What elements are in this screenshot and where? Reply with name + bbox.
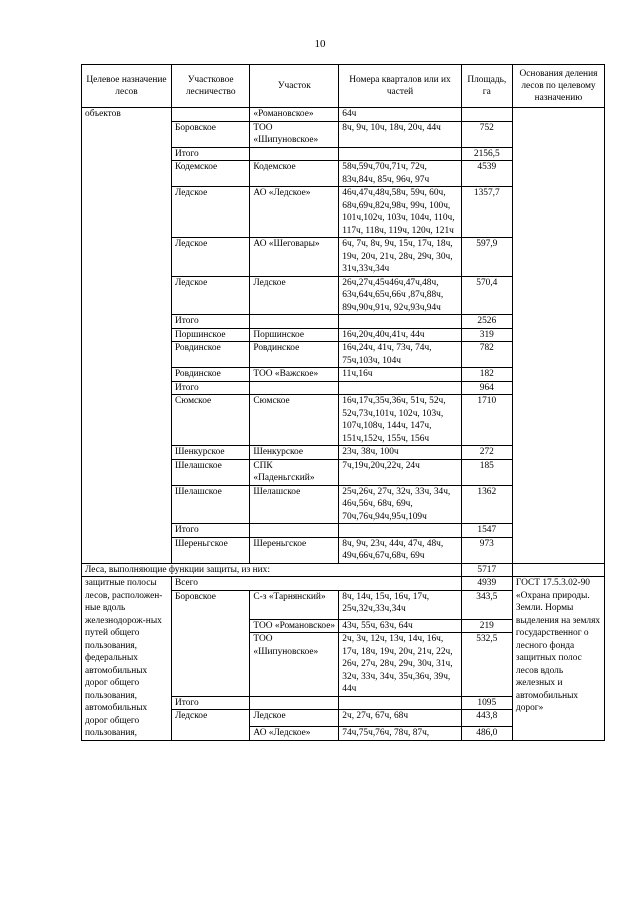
district-cell: Итого bbox=[171, 315, 249, 329]
quarters-cell: 25ч,26ч, 27ч, 32ч, 33ч, 34ч, 46ч,56ч, 68ч, 69ч, 70ч,76ч,94ч,95ч,109ч bbox=[339, 485, 461, 524]
section-cell: Ледское bbox=[250, 710, 339, 727]
section-cell: Шелашское bbox=[250, 485, 339, 524]
district-cell: Шелашское bbox=[171, 459, 249, 485]
header-basis: Основания деления лесов по целевому назначению bbox=[512, 65, 604, 108]
quarters-cell: 16ч,24ч, 41ч, 73ч, 74ч, 75ч,103ч, 104ч bbox=[339, 342, 461, 368]
section-cell: ТОО «Шипуновское» bbox=[250, 633, 339, 697]
itogo-area-cell: 1095 bbox=[461, 696, 512, 710]
district-cell: Шенкурское bbox=[171, 446, 249, 460]
area-cell: 443,8 bbox=[461, 710, 512, 727]
quarters-cell: 8ч, 9ч, 10ч, 18ч, 20ч, 44ч bbox=[339, 121, 461, 147]
quarters-cell: 23ч, 38ч, 100ч bbox=[339, 446, 461, 460]
header-area: Площадь, га bbox=[461, 65, 512, 108]
area-cell: 2156,5 bbox=[461, 147, 512, 161]
area-cell: 1547 bbox=[461, 524, 512, 538]
section-cell: Шенкурское bbox=[250, 446, 339, 460]
district-cell: Ровдинское bbox=[171, 368, 249, 382]
district-cell: Ледское bbox=[171, 710, 249, 740]
district-cell: Ледское bbox=[171, 187, 249, 238]
district-cell: Шереньгское bbox=[171, 537, 249, 563]
area-cell: 486,0 bbox=[461, 727, 512, 741]
protective-label-cell: Леса, выполняющие функции защиты, из них: bbox=[82, 563, 462, 577]
header-district: Участковое лесничество bbox=[171, 65, 249, 108]
quarters-cell bbox=[339, 696, 461, 710]
table-row bbox=[82, 577, 605, 591]
area-cell: 272 bbox=[461, 446, 512, 460]
area-cell: 532,5 bbox=[461, 633, 512, 697]
purpose-cell: объектов bbox=[82, 108, 172, 564]
section-cell bbox=[250, 147, 339, 161]
header-section: Участок bbox=[250, 65, 339, 108]
quarters-cell: 7ч,19ч,20ч,22ч, 24ч bbox=[339, 459, 461, 485]
total-label-cell: Всего bbox=[171, 577, 461, 591]
table-row bbox=[82, 563, 605, 577]
area-cell: 185 bbox=[461, 459, 512, 485]
table-body bbox=[82, 108, 605, 741]
quarters-cell: 2ч, 27ч, 67ч, 68ч bbox=[339, 710, 461, 727]
quarters-cell bbox=[339, 147, 461, 161]
quarters-cell: 26ч,27ч,45ч46ч,47ч,48ч, 63ч,64ч,65ч,66ч ,87ч,88ч, 89ч,90ч,91ч, 92ч,93ч,94ч bbox=[339, 276, 461, 315]
basis-cell bbox=[512, 108, 604, 564]
header-quarters: Номера кварталов или их частей bbox=[339, 65, 461, 108]
area-cell: 2526 bbox=[461, 315, 512, 329]
table-row bbox=[82, 108, 605, 122]
area-cell: 752 bbox=[461, 121, 512, 147]
area-cell: 973 bbox=[461, 537, 512, 563]
section-cell: ТОО «Романовское» bbox=[250, 619, 339, 633]
total-area-cell: 4939 bbox=[461, 577, 512, 591]
area-cell: 4539 bbox=[461, 161, 512, 187]
district-cell: Поршинское bbox=[171, 328, 249, 342]
area-cell: 964 bbox=[461, 381, 512, 395]
header-purpose: Целевое назначение лесов bbox=[82, 65, 172, 108]
district-cell: Итого bbox=[171, 524, 249, 538]
area-cell: 343,5 bbox=[461, 590, 512, 619]
area-cell: 1710 bbox=[461, 395, 512, 446]
quarters-cell bbox=[339, 315, 461, 329]
section-cell bbox=[250, 696, 339, 710]
district-cell: Шелашское bbox=[171, 485, 249, 524]
area-cell: 1357,7 bbox=[461, 187, 512, 238]
section-cell: АО «Ледское» bbox=[250, 727, 339, 741]
section-cell: «Романовское» bbox=[250, 108, 339, 122]
strips-purpose-cell: защитные полосы лесов, расположен-ные вдоль железнодорож-ных путей общего пользования, федеральных автомобильных дорог общего пользования, автомобильных дорог общего пользования, bbox=[82, 577, 172, 741]
district-cell: Боровское bbox=[171, 590, 249, 696]
section-cell: СПК «Паденьгский» bbox=[250, 459, 339, 485]
area-cell: 182 bbox=[461, 368, 512, 382]
area-cell: 219 bbox=[461, 619, 512, 633]
quarters-cell bbox=[339, 381, 461, 395]
protective-area-cell: 5717 bbox=[461, 563, 512, 577]
section-cell: АО «Ледское» bbox=[250, 187, 339, 238]
section-cell: АО «Шеговары» bbox=[250, 238, 339, 277]
basis-empty-cell bbox=[512, 563, 604, 577]
section-cell bbox=[250, 315, 339, 329]
quarters-cell: 6ч, 7ч, 8ч, 9ч, 15ч, 17ч, 18ч, 19ч, 20ч, 21ч, 28ч, 29ч, 30ч, 31ч,33ч,34ч bbox=[339, 238, 461, 277]
quarters-cell: 11ч,16ч bbox=[339, 368, 461, 382]
quarters-cell: 16ч,20ч,40ч,41ч, 44ч bbox=[339, 328, 461, 342]
quarters-cell: 64ч bbox=[339, 108, 461, 122]
section-cell: Ледское bbox=[250, 276, 339, 315]
district-cell: Ледское bbox=[171, 276, 249, 315]
quarters-cell: 46ч,47ч,48ч,58ч, 59ч, 60ч, 68ч,69ч,82ч,98ч, 99ч, 100ч, 101ч,102ч, 103ч, 104ч, 110ч, 117ч, 118ч, 119ч, 120ч, 121ч bbox=[339, 187, 461, 238]
itogo-label-cell: Итого bbox=[171, 696, 249, 710]
quarters-cell: 58ч,59ч,70ч,71ч, 72ч, 83ч,84ч, 85ч, 96ч, 97ч bbox=[339, 161, 461, 187]
forest-purpose-table bbox=[81, 64, 605, 741]
district-cell: Ровдинское bbox=[171, 342, 249, 368]
section-cell: Шереньгское bbox=[250, 537, 339, 563]
area-cell: 319 bbox=[461, 328, 512, 342]
quarters-cell: 43ч, 55ч, 63ч, 64ч bbox=[339, 619, 461, 633]
section-cell: ТОО «Важское» bbox=[250, 368, 339, 382]
section-cell: Поршинское bbox=[250, 328, 339, 342]
area-cell: 782 bbox=[461, 342, 512, 368]
quarters-cell: 74ч,75ч,76ч, 78ч, 87ч, bbox=[339, 727, 461, 741]
section-cell: Ровдинское bbox=[250, 342, 339, 368]
section-cell bbox=[250, 381, 339, 395]
section-cell: Кодемское bbox=[250, 161, 339, 187]
section-cell: ТОО «Шипуновское» bbox=[250, 121, 339, 147]
district-cell: Сюмское bbox=[171, 395, 249, 446]
quarters-cell: 8ч, 14ч, 15ч, 16ч, 17ч, 25ч,32ч,33ч,34ч bbox=[339, 590, 461, 619]
quarters-cell: 8ч, 9ч, 23ч, 44ч, 47ч, 48ч, 49ч,66ч,67ч,68ч, 69ч bbox=[339, 537, 461, 563]
section-cell: Сюмское bbox=[250, 395, 339, 446]
area-cell: 570,4 bbox=[461, 276, 512, 315]
quarters-cell: 16ч,17ч,35ч,36ч, 51ч, 52ч, 52ч,73ч,101ч, 102ч, 103ч, 107ч,108ч, 144ч, 147ч, 151ч,152ч, 155ч, 156ч bbox=[339, 395, 461, 446]
district-cell: Итого bbox=[171, 381, 249, 395]
area-cell: 597,9 bbox=[461, 238, 512, 277]
area-cell: 1362 bbox=[461, 485, 512, 524]
quarters-cell bbox=[339, 524, 461, 538]
quarters-cell: 2ч, 3ч, 12ч, 13ч, 14ч, 16ч, 17ч, 18ч, 19ч, 20ч, 21ч, 22ч, 26ч, 27ч, 28ч, 29ч, 30ч, 31ч, 32ч, 33ч, 34ч, 35ч,36ч, 39ч, 44ч bbox=[339, 633, 461, 697]
section-cell bbox=[250, 524, 339, 538]
area-cell bbox=[461, 108, 512, 122]
table-header-row bbox=[82, 65, 605, 108]
district-cell: Итого bbox=[171, 147, 249, 161]
section-cell: С-з «Тарнянский» bbox=[250, 590, 339, 619]
district-cell bbox=[171, 108, 249, 122]
page-number: 10 bbox=[314, 38, 326, 50]
district-cell: Боровское bbox=[171, 121, 249, 147]
district-cell: Кодемское bbox=[171, 161, 249, 187]
strips-basis-cell: ГОСТ 17.5.3.02-90 «Охрана природы. Земли. Нормы выделения на землях государственног о лесного фонда защитных полос лесов вдоль железных и автомобильных дорог» bbox=[512, 577, 604, 741]
district-cell: Ледское bbox=[171, 238, 249, 277]
